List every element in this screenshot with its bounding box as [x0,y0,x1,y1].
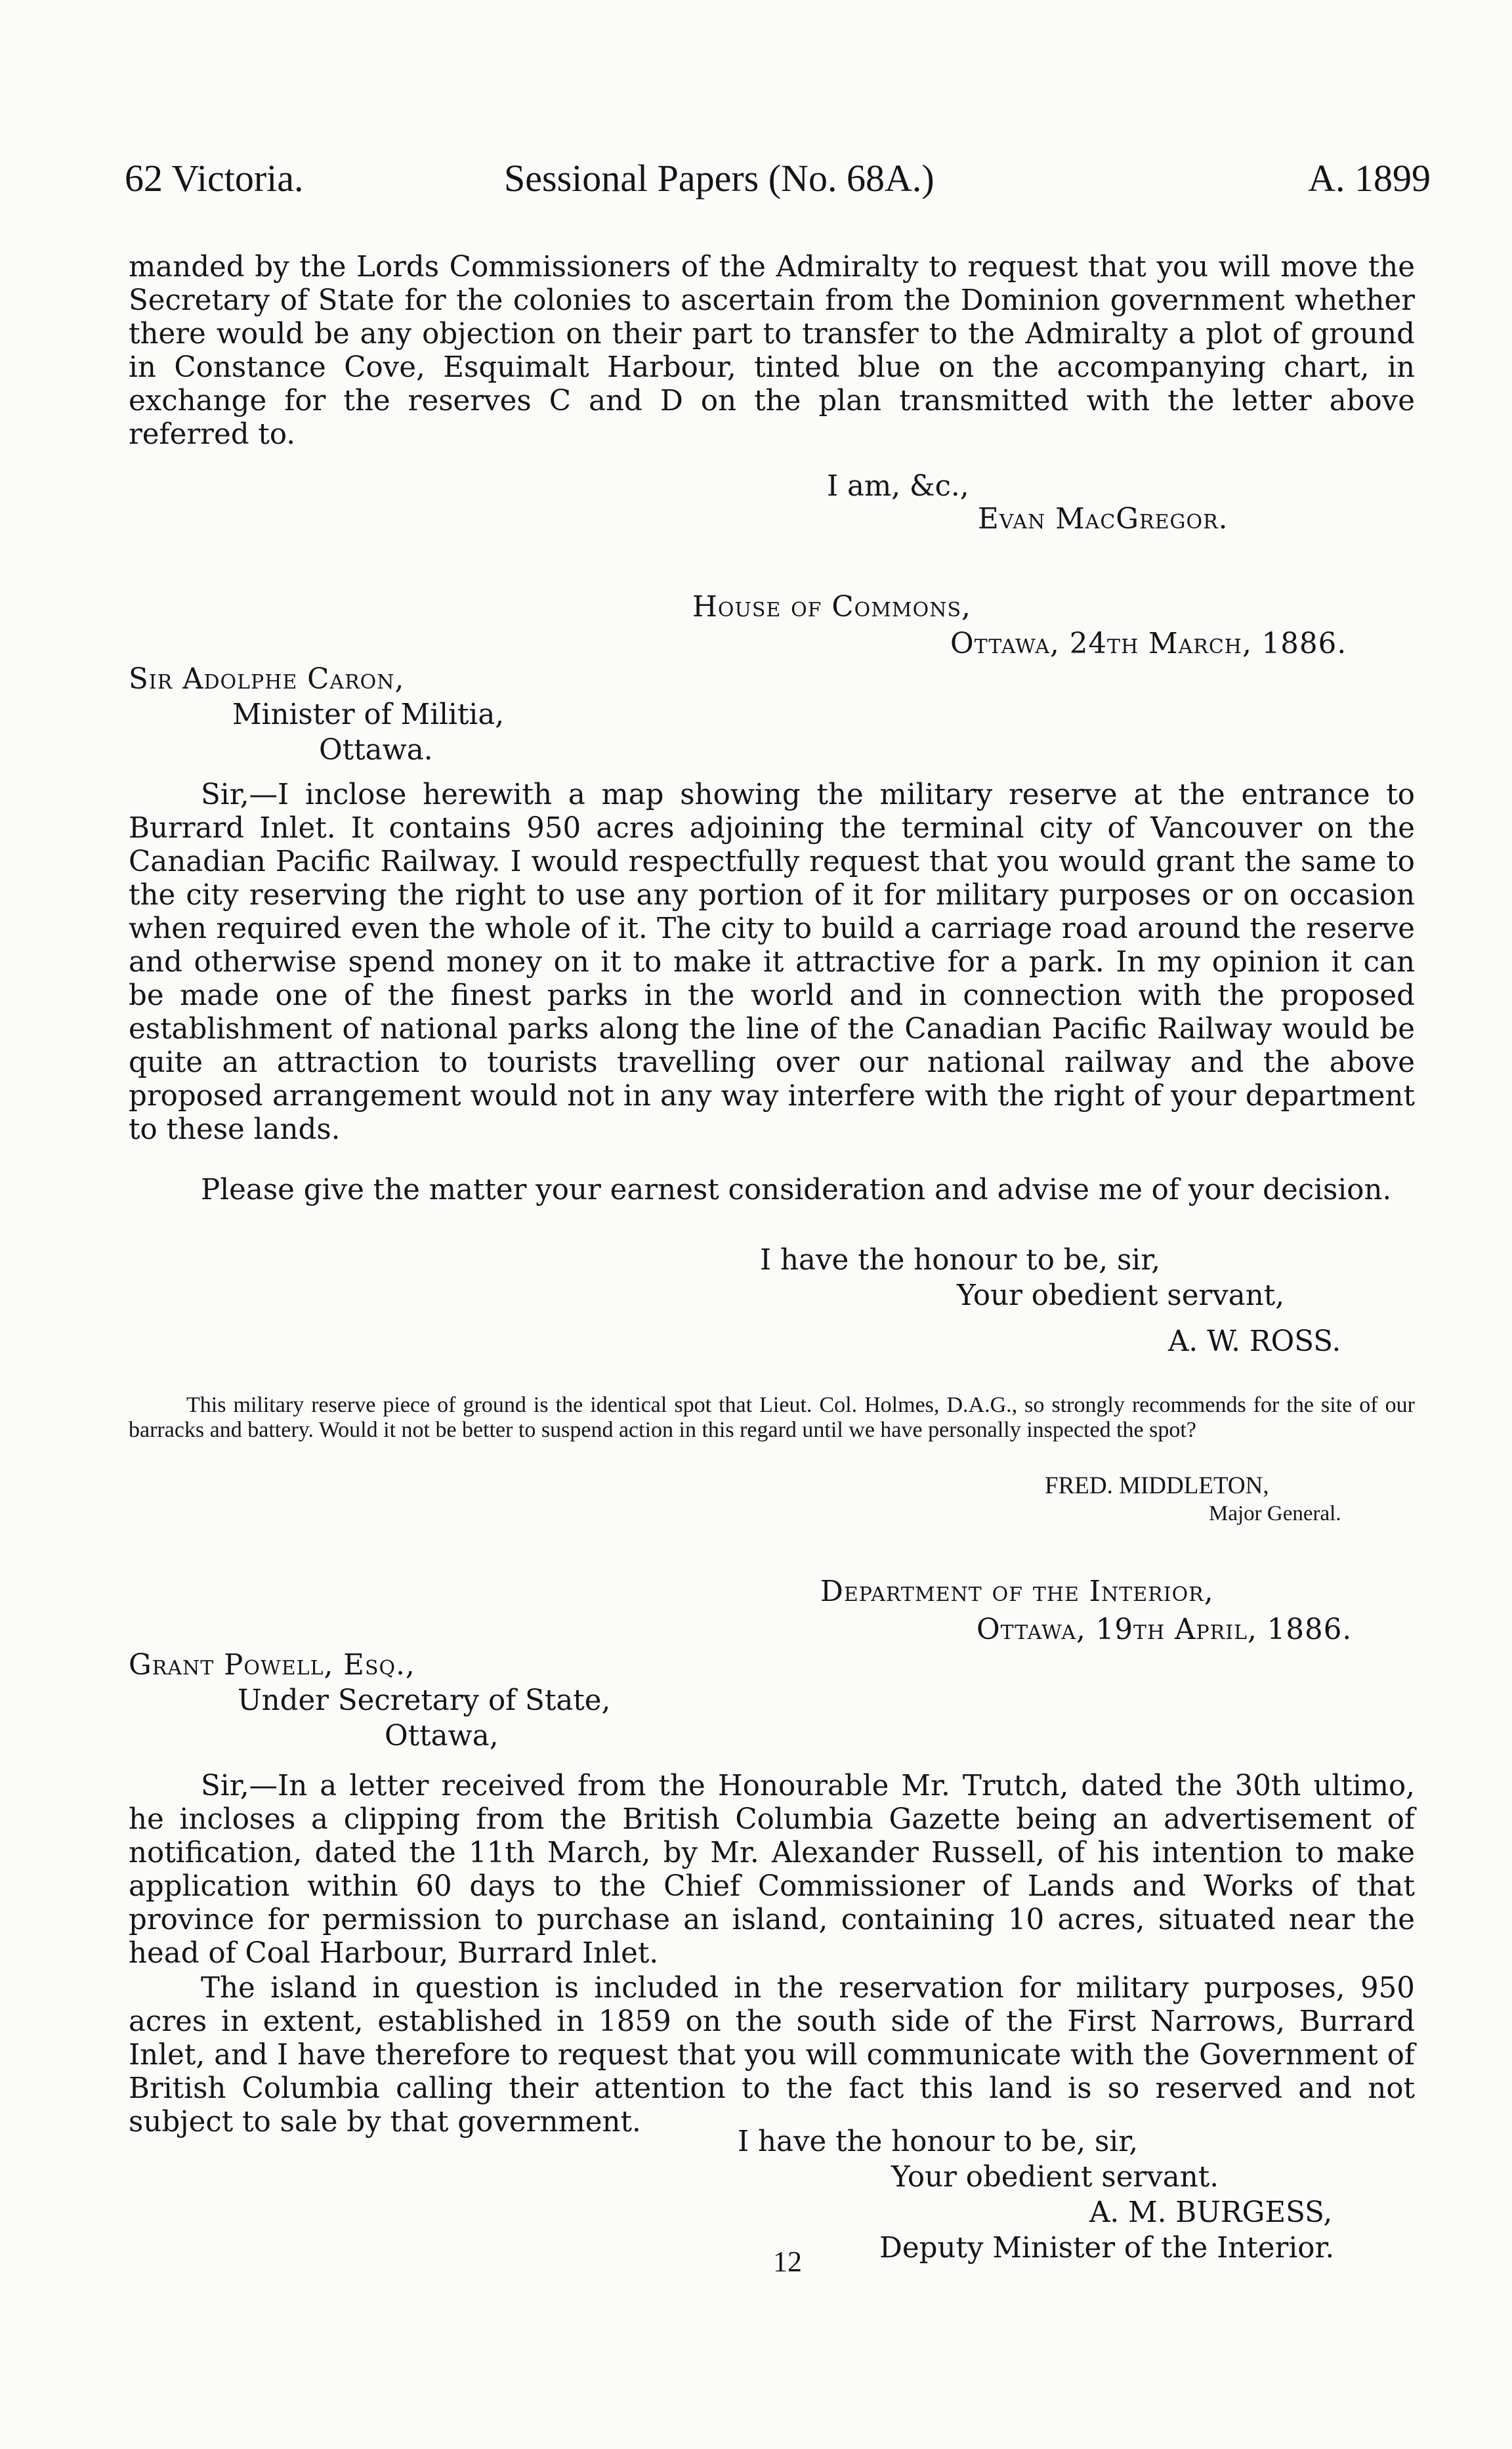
letter3-sender-place: Department of the Interior, [820,1575,1214,1608]
letter2-closing-2: Your obedient servant, [957,1279,1285,1312]
page-header [125,152,1431,205]
middleton-note: This military reserve piece of ground is the identical spot that Lieut. Col. Holmes, D.A.G., so strongly recommends for the site of our barracks and battery. Would it not be better to suspend action in this regard until we have personally inspected the spot? [129,1393,1415,1442]
letter3-body-paragraph-1: Sir,—In a letter received from the Honourable Mr. Trutch, dated the 30th ultimo, he incloses a clipping from the British Columbia Gazette being an advertisement of notification, dated the 11th March, by Mr. Alexander Russell, of his intention to make application within 60 days to the Chief Commissioner of Lands and Works of that province for permission to purchase an island, containing 10 acres, situated near the head of Coal Harbour, Burrard Inlet. [129,1770,1415,1970]
letter3-signature-title: Deputy Minister of the Interior. [879,2232,1335,2265]
letter3-closing-1: I have the honour to be, sir, [738,2125,1139,2158]
header-year: A. 1899 [1308,157,1431,200]
letter2-recipient-title: Minister of Militia, [232,698,505,731]
page-number: 12 [773,2246,802,2278]
letter3-recipient-title: Under Secretary of State, [238,1684,611,1717]
letter3-recipient-place: Ottawa, [385,1720,499,1753]
middleton-title: Major General. [1209,1502,1341,1525]
header-session: 62 Victoria. [125,157,304,200]
letter1-signature: Evan MacGregor. [978,503,1228,536]
letter2-sender-place: House of Commons, [692,591,971,624]
header-sessional-papers: Sessional Papers (No. 68A.) [504,157,934,200]
letter2-sender-date: Ottawa, 24th March, 1886. [950,628,1347,660]
middleton-signature: FRED. MIDDLETON, [1045,1472,1269,1499]
letter1-closing: I am, &c., [827,470,969,503]
letter2-recipient-place: Ottawa. [319,734,433,767]
letter3-closing-2: Your obedient servant. [891,2161,1219,2194]
letter2-signature: A. W. ROSS. [1168,1325,1341,1358]
letter2-recipient-name: Sir Adolphe Caron, [129,663,405,696]
letter2-body-paragraph-1: Sir,—I inclose herewith a map showing the military reserve at the entrance to Burrard Inlet. It contains 950 acres adjoining the terminal city of Vancouver on the Canadian Pacific Railway. I would respectfully request that you would grant the same to the city reserving the right to use any portion of it for military purposes or on occasion when required even the whole of it. The city to build a carriage road around the reserve and otherwise spend money on it to make it attractive for a park. In my opinion it can be made one of the finest parks in the world and in connection with the proposed establishment of national parks along the line of the Canadian Pacific Railway would be quite an attraction to tourists travelling over our national railway and the above proposed arrangement would not in any way interfere with the right of your department to these lands. [129,778,1415,1146]
letter2-closing-1: I have the honour to be, sir, [760,1244,1161,1277]
letter3-signature: A. M. BURGESS, [1089,2196,1333,2229]
letter3-recipient-name: Grant Powell, Esq., [129,1649,415,1682]
letter2-body-paragraph-2: Please give the matter your earnest consideration and advise me of your decision. [201,1174,1392,1206]
letter3-sender-date: Ottawa, 19th April, 1886. [976,1613,1353,1646]
letter3-body-paragraph-2: The island in question is included in the reservation for military purposes, 950 acres in extent, established in 1859 on the south side of the First Narrows, Burrard Inlet, and I have therefore to request that you will communicate with the Government of British Columbia calling their attention to the fact this land is so reserved and not subject to sale by that government. [129,1972,1415,2139]
letter1-body: manded by the Lords Commissioners of the Admiralty to request that you will move the Secretary of State for the colonies to ascertain from the Dominion government whether there would be any objection on their part to transfer to the Admiralty a plot of ground in Constance Cove, Esquimalt Harbour, tinted blue on the accompanying chart, in exchange for the reserves C and D on the plan transmitted with the letter above referred to. [129,251,1415,451]
